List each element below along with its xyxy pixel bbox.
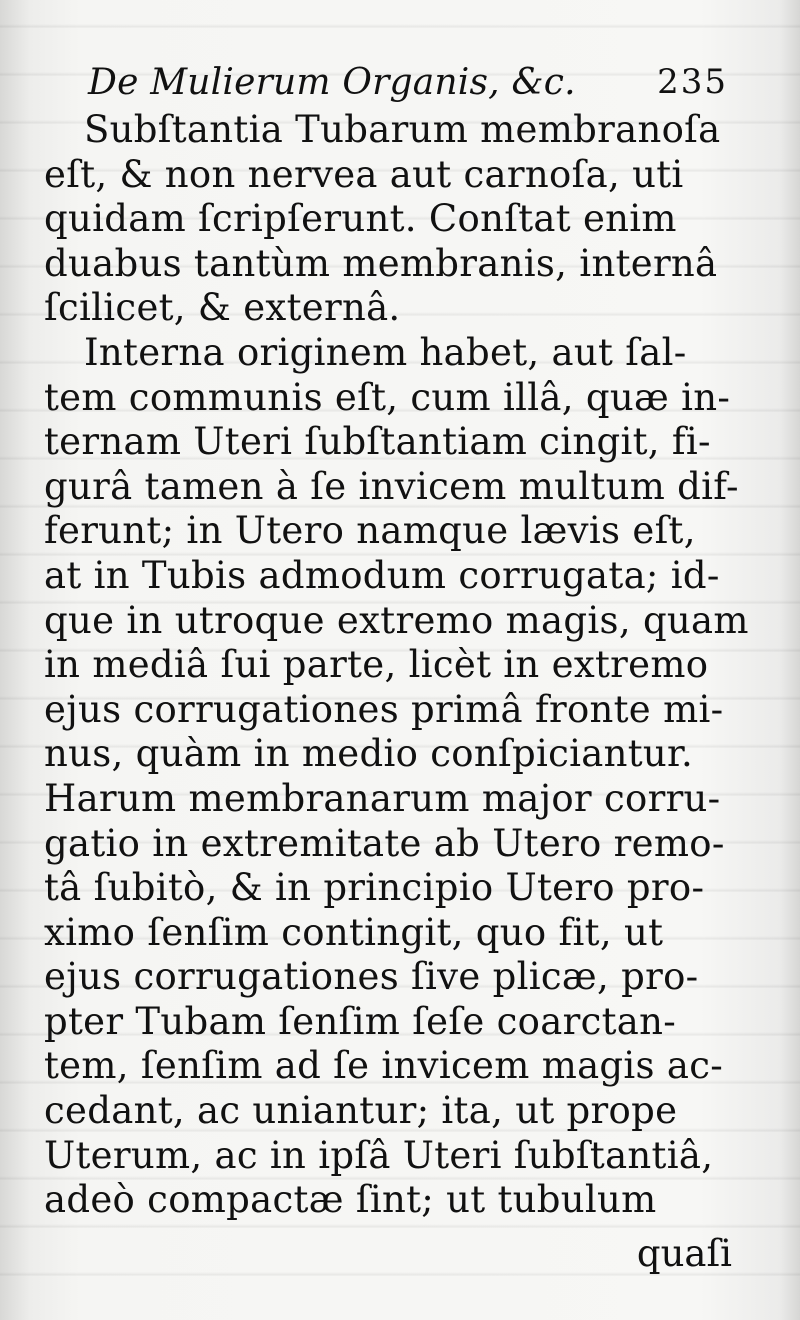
text-line: Interna originem habet, aut ſal- — [84, 330, 687, 374]
text-line: pter Tubam ſenſim ſeſe coarctan- — [44, 999, 677, 1043]
text-line: tem, ſenſim ad ſe invicem magis ac- — [44, 1044, 724, 1088]
text-line: tem communis eſt, cum illâ, quæ in- — [44, 375, 731, 419]
text-line: adeò compactæ ſint; ut tubulum — [44, 1178, 657, 1222]
catchword: quaſi — [636, 1232, 732, 1275]
text-line: tâ ſubitò, & in principio Utero pro- — [44, 866, 705, 910]
text-line: ternam Uteri ſubſtantiam cingit, fi- — [44, 420, 711, 464]
text-line: ejus corrugationes ſive plicæ, pro- — [44, 955, 699, 999]
text-line: ximo ſenſim contingit, quo fit, ut — [44, 910, 664, 954]
page-number: 235 — [657, 62, 728, 102]
text-line: gatio in extremitate ab Utero remo- — [44, 821, 725, 865]
text-line: nus, quàm in medio conſpiciantur. — [44, 732, 694, 776]
text-line: que in utroque extremo magis, quam — [44, 598, 749, 642]
page-header — [88, 62, 728, 106]
running-title: De Mulierum Organis, &c. — [88, 62, 576, 103]
text-line: cedant, ac uniantur; ita, ut prope — [44, 1089, 678, 1133]
text-line: ferunt; in Utero namque lævis eſt, — [44, 509, 696, 553]
text-line: Uterum, ac in ipſâ Uteri ſubſtantiâ, — [44, 1133, 714, 1177]
text-line: in mediâ ſui parte, licèt in extremo — [44, 643, 709, 687]
text-line: duabus tantùm membranis, internâ — [44, 241, 718, 285]
text-line: gurâ tamen à ſe invicem multum dif- — [44, 464, 739, 508]
text-line: Subſtantia Tubarum membranoſa — [84, 108, 721, 151]
text-line: quidam ſcripſerunt. Conſtat enim — [44, 197, 677, 241]
text-line: ſcilicet, & externâ. — [44, 286, 401, 330]
body-text — [44, 108, 749, 1223]
text-line: eſt, & non nervea aut carnoſa, uti — [44, 152, 684, 196]
text-line: ejus corrugationes primâ fronte mi- — [44, 687, 724, 731]
text-line: Harum membranarum major corru- — [44, 776, 721, 820]
text-line: at in Tubis admodum corrugata; id- — [44, 553, 720, 597]
